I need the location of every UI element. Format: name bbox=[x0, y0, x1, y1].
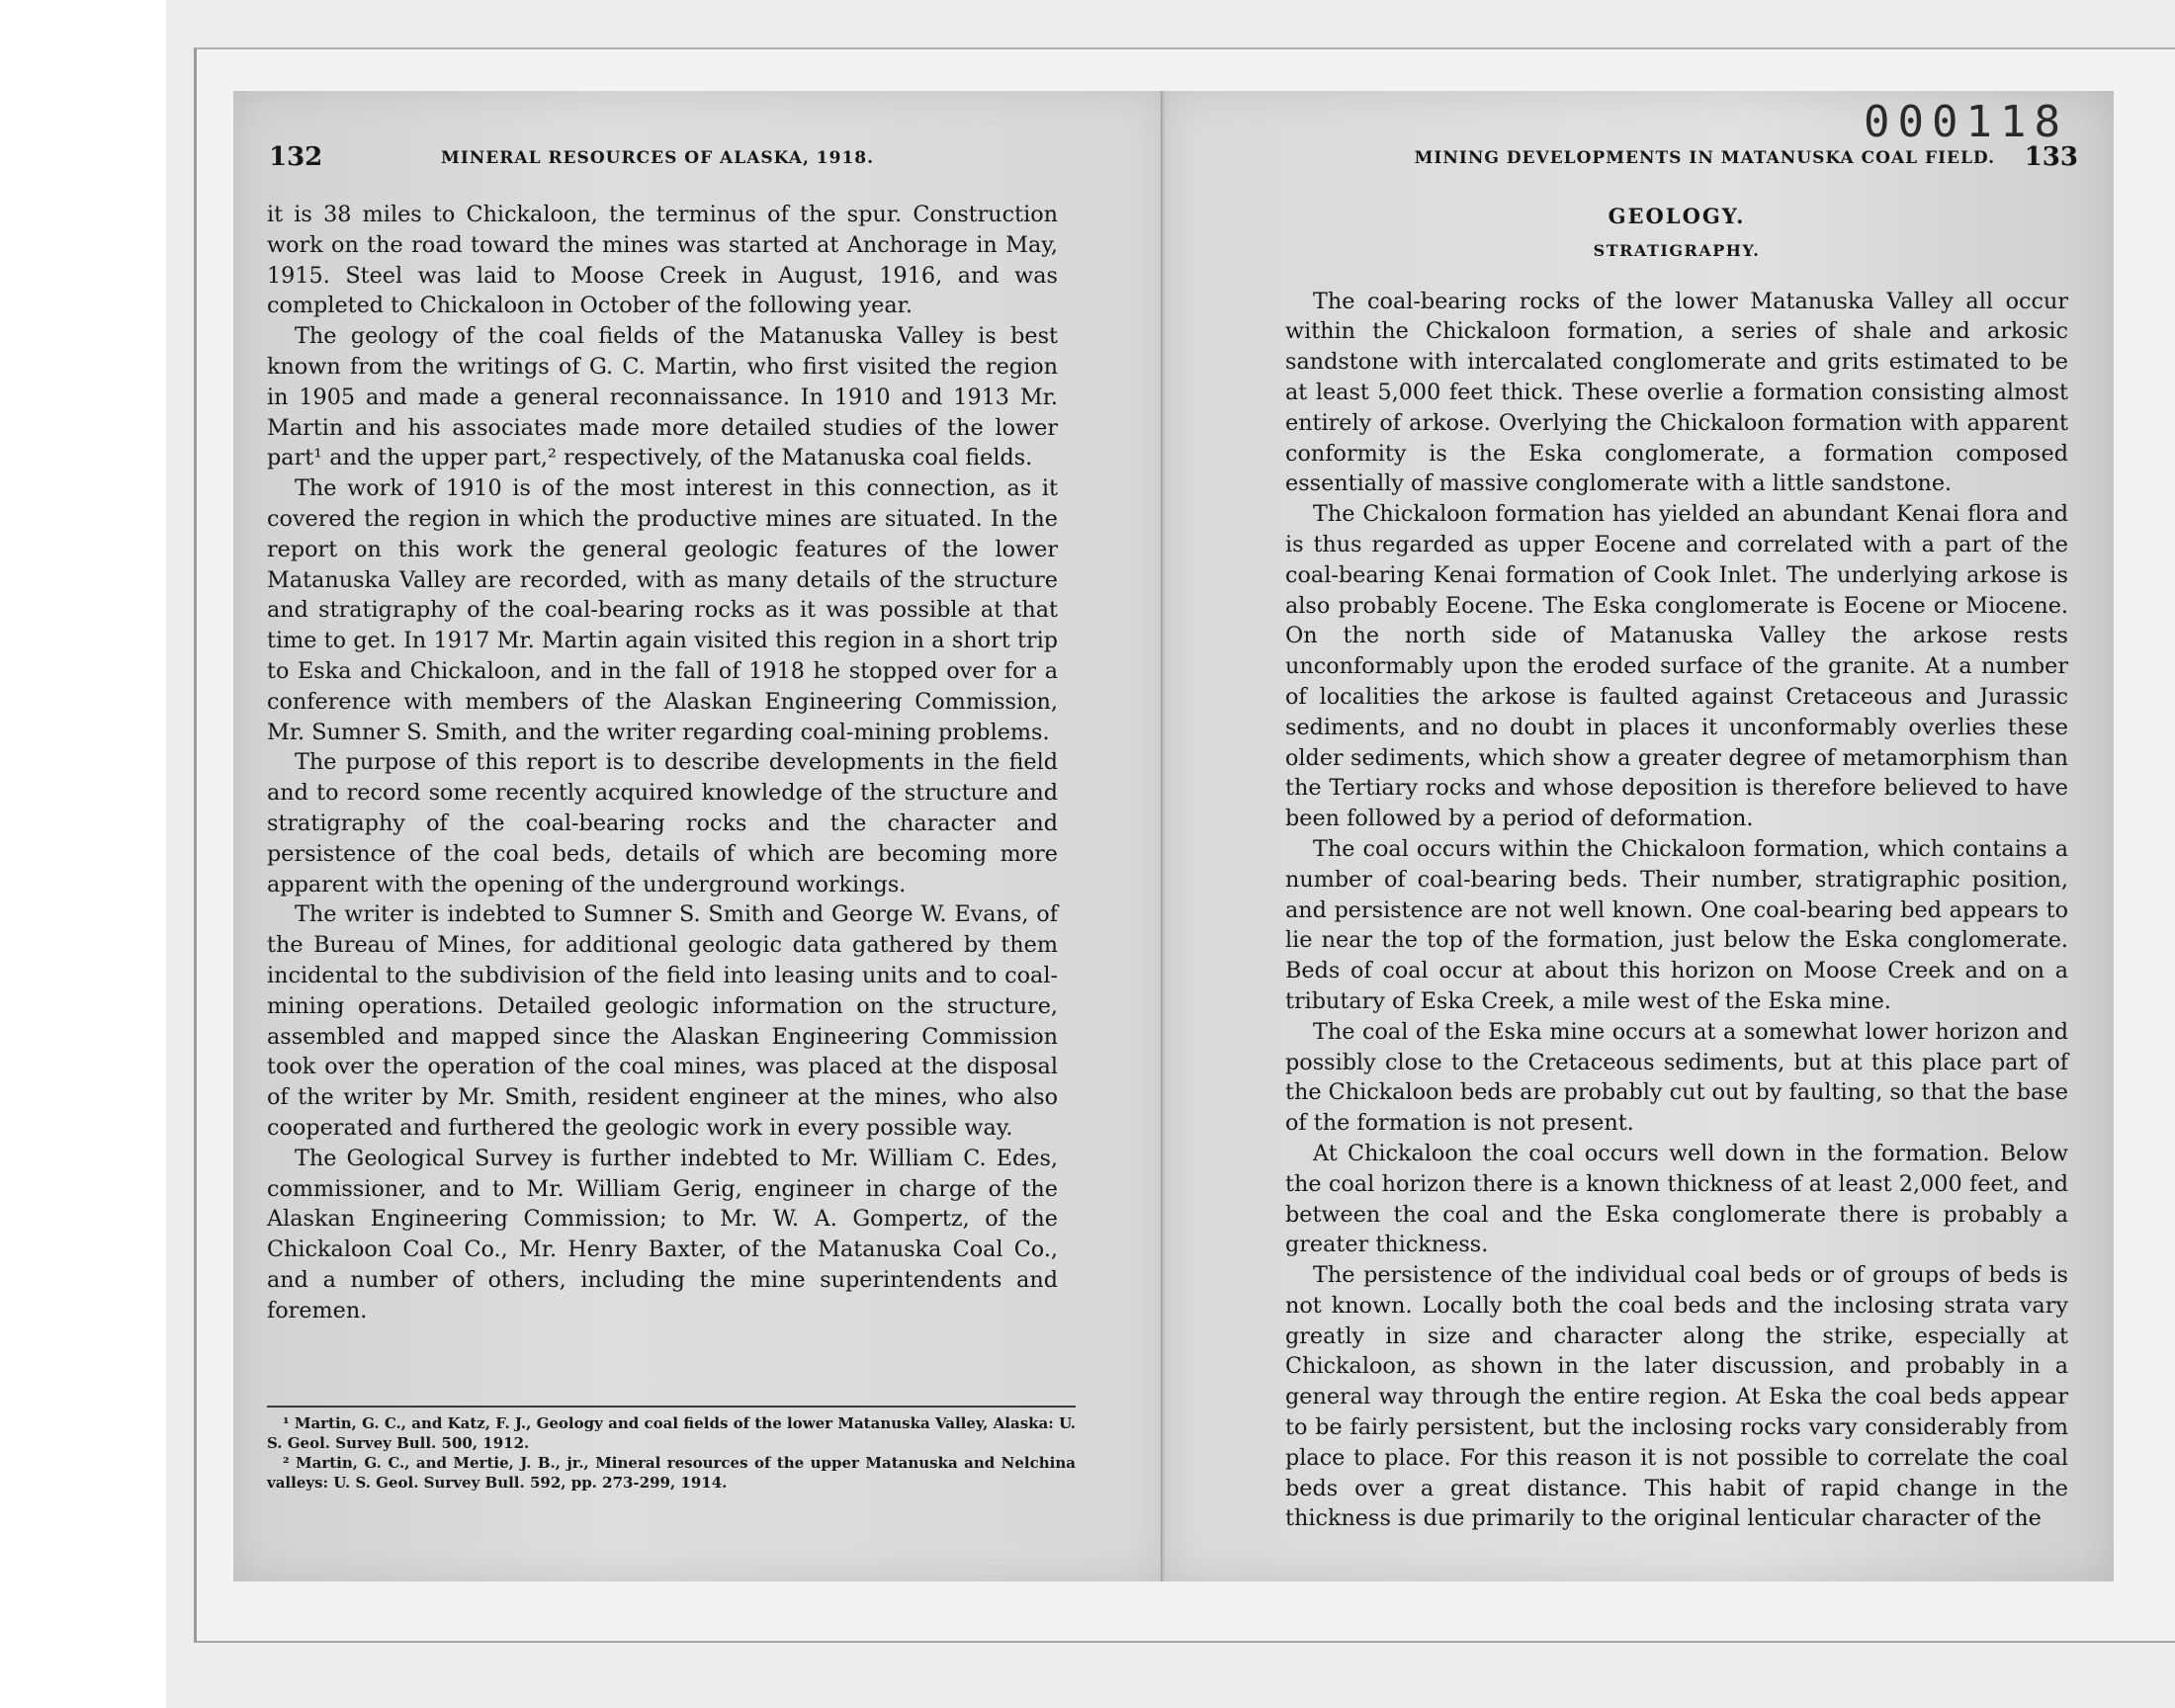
left-running-head bbox=[233, 142, 1163, 182]
left-page-number: 132 bbox=[269, 142, 323, 172]
left-paragraph: The Geological Survey is further indebted to Mr. William C. Edes, commissioner, and to Mr. William Gerig, engineer in charge of the Alaskan Engineering Commission; to Mr. W. A. Gompertz, of the Chickaloon Coal Co., Mr. Henry Baxter, of the Matanuska Coal Co., and a number of others, including the mine superintendents and foremen. bbox=[267, 1145, 1058, 1324]
right-text-column bbox=[1285, 200, 2068, 1534]
scan-margin bbox=[0, 0, 166, 1708]
left-text-column bbox=[267, 200, 1058, 1325]
footnotes bbox=[267, 1413, 1076, 1493]
right-running-head bbox=[1165, 142, 2114, 182]
footnote: ² Martin, G. C., and Mertie, J. B., jr., Mineral resources of the upper Matanuska and Nelchina valleys: U. S. Geol. Survey Bull. 592, pp. 273-299, 1914. bbox=[267, 1454, 1076, 1492]
subsection-heading: STRATIGRAPHY. bbox=[1593, 240, 1761, 260]
archive-stamp: 000118 bbox=[1864, 97, 2068, 147]
left-paragraph: The purpose of this report is to describe developments in the field and to record some recently acquired knowledge of the structure and stratigraphy of the coal-bearing rocks and the character and persistence of the coal beds, details of which are becoming more apparent with the opening of the underground workings. bbox=[267, 749, 1058, 897]
right-page-number: 133 bbox=[2024, 142, 2078, 172]
left-running-title: MINERAL RESOURCES OF ALASKA, 1918. bbox=[441, 148, 875, 168]
footnote-rule bbox=[267, 1406, 1076, 1408]
right-running-title: MINING DEVELOPMENTS IN MATANUSKA COAL FIELD. bbox=[1414, 148, 1995, 168]
left-paragraph: it is 38 miles to Chickaloon, the terminus of the spur. Construction work on the road toward the mines was started at Anchorage in May, 1915. Steel was laid to Moose Creek in August, 1916, and was completed to Chickaloon in October of the following year. bbox=[267, 202, 1058, 319]
left-paragraph: The writer is indebted to Sumner S. Smith and George W. Evans, of the Bureau of Mines, for additional geologic data gathered by them incidental to the subdivision of the field into leasing units and to coal-mining operations. Detailed geologic information on the structure, assembled and mapped since the Alaskan Engineering Commission took over the operation of the coal mines, was placed at the disposal of the writer by Mr. Smith, resident engineer at the mines, who also cooperated and furthered the geologic work in every possible way. bbox=[267, 901, 1058, 1141]
right-paragraph: At Chickaloon the coal occurs well down in the formation. Below the coal horizon there is a known thickness of at least 2,000 feet, and between the coal and the Eska conglomerate there is probably a greater thickness. bbox=[1285, 1140, 2068, 1258]
right-paragraph: The coal occurs within the Chickaloon formation, which contains a number of coal-bearing beds. Their number, stratigraphic position, and persistence are not well known. One coal-bearing bed appears to lie near the top of the formation, just below the Eska conglomerate. Beds of coal occur at about this horizon on Moose Creek and on a tributary of Eska Creek, a mile west of the Eska mine. bbox=[1285, 835, 2068, 1014]
right-paragraph: The Chickaloon formation has yielded an abundant Kenai flora and is thus regarded as upper Eocene and correlated with a part of the coal-bearing Kenai formation of Cook Inlet. The underlying arkose is also probably Eocene. The Eska conglomerate is Eocene or Miocene. On the north side of Matanuska Valley the arkose rests unconformably upon the eroded surface of the granite. At a number of localities the arkose is faulted against Cretaceous and Jurassic sediments, and no doubt in places it unconformably overlies these older sediments, which show a greater degree of metamorphism than the Tertiary rocks and whose deposition is therefore believed to have been followed by a period of deformation. bbox=[1285, 501, 2068, 832]
left-page bbox=[233, 91, 1163, 1581]
footnote: ¹ Martin, G. C., and Katz, F. J., Geology and coal fields of the lower Matanuska Valley, Alaska: U. S. Geol. Survey Bull. 500, 1912. bbox=[267, 1414, 1076, 1452]
right-paragraph: The coal-bearing rocks of the lower Matanuska Valley all occur within the Chickaloon formation, a series of shale and arkosic sandstone with intercalated conglomerate and grits estimated to be at least 5,000 feet thick. These overlie a formation consisting almost entirely of arkose. Overlying the Chickaloon formation with apparent conformity is the Eska conglomerate, a formation composed essentially of massive conglomerate with a little sandstone. bbox=[1285, 288, 2068, 497]
left-paragraph: The work of 1910 is of the most interest in this connection, as it covered the region in which the productive mines are situated. In the report on this work the general geologic features of the lower Matanuska Valley are recorded, with as many details of the structure and stratigraphy of the coal-bearing rocks as it was possible at that time to get. In 1917 Mr. Martin again visited this region in a short trip to Eska and Chickaloon, and in the fall of 1918 he stopped over for a conference with members of the Alaskan Engineering Commission, Mr. Sumner S. Smith, and the writer regarding coal-mining problems. bbox=[267, 475, 1058, 745]
right-page bbox=[1165, 91, 2114, 1581]
section-heading: GEOLOGY. bbox=[1608, 204, 1746, 228]
right-paragraph: The coal of the Eska mine occurs at a somewhat lower horizon and possibly close to the Cretaceous sediments, but at this place part of the Chickaloon beds are probably cut out by faulting, so that the base of the formation is not present. bbox=[1285, 1018, 2068, 1137]
right-paragraph: The persistence of the individual coal beds or of groups of beds is not known. Locally both the coal beds and the inclosing strata vary greatly in size and character along the strike, especially at Chickaloon, as shown in the later discussion, and probably in a general way through the entire region. At Eska the coal beds appear to be fairly persistent, but the inclosing rocks vary considerably from place to place. For this reason it is not possible to correlate the coal beds over a great distance. This habit of rapid change in the thickness is due primarily to the original lenticular character of the bbox=[1285, 1262, 2068, 1532]
left-paragraph: The geology of the coal fields of the Matanuska Valley is best known from the writings of G. C. Martin, who first visited the region in 1905 and made a general reconnaissance. In 1910 and 1913 Mr. Martin and his associates made more detailed studies of the lower part¹ and the upper part,² respectively, of the Matanuska coal fields. bbox=[267, 323, 1058, 471]
